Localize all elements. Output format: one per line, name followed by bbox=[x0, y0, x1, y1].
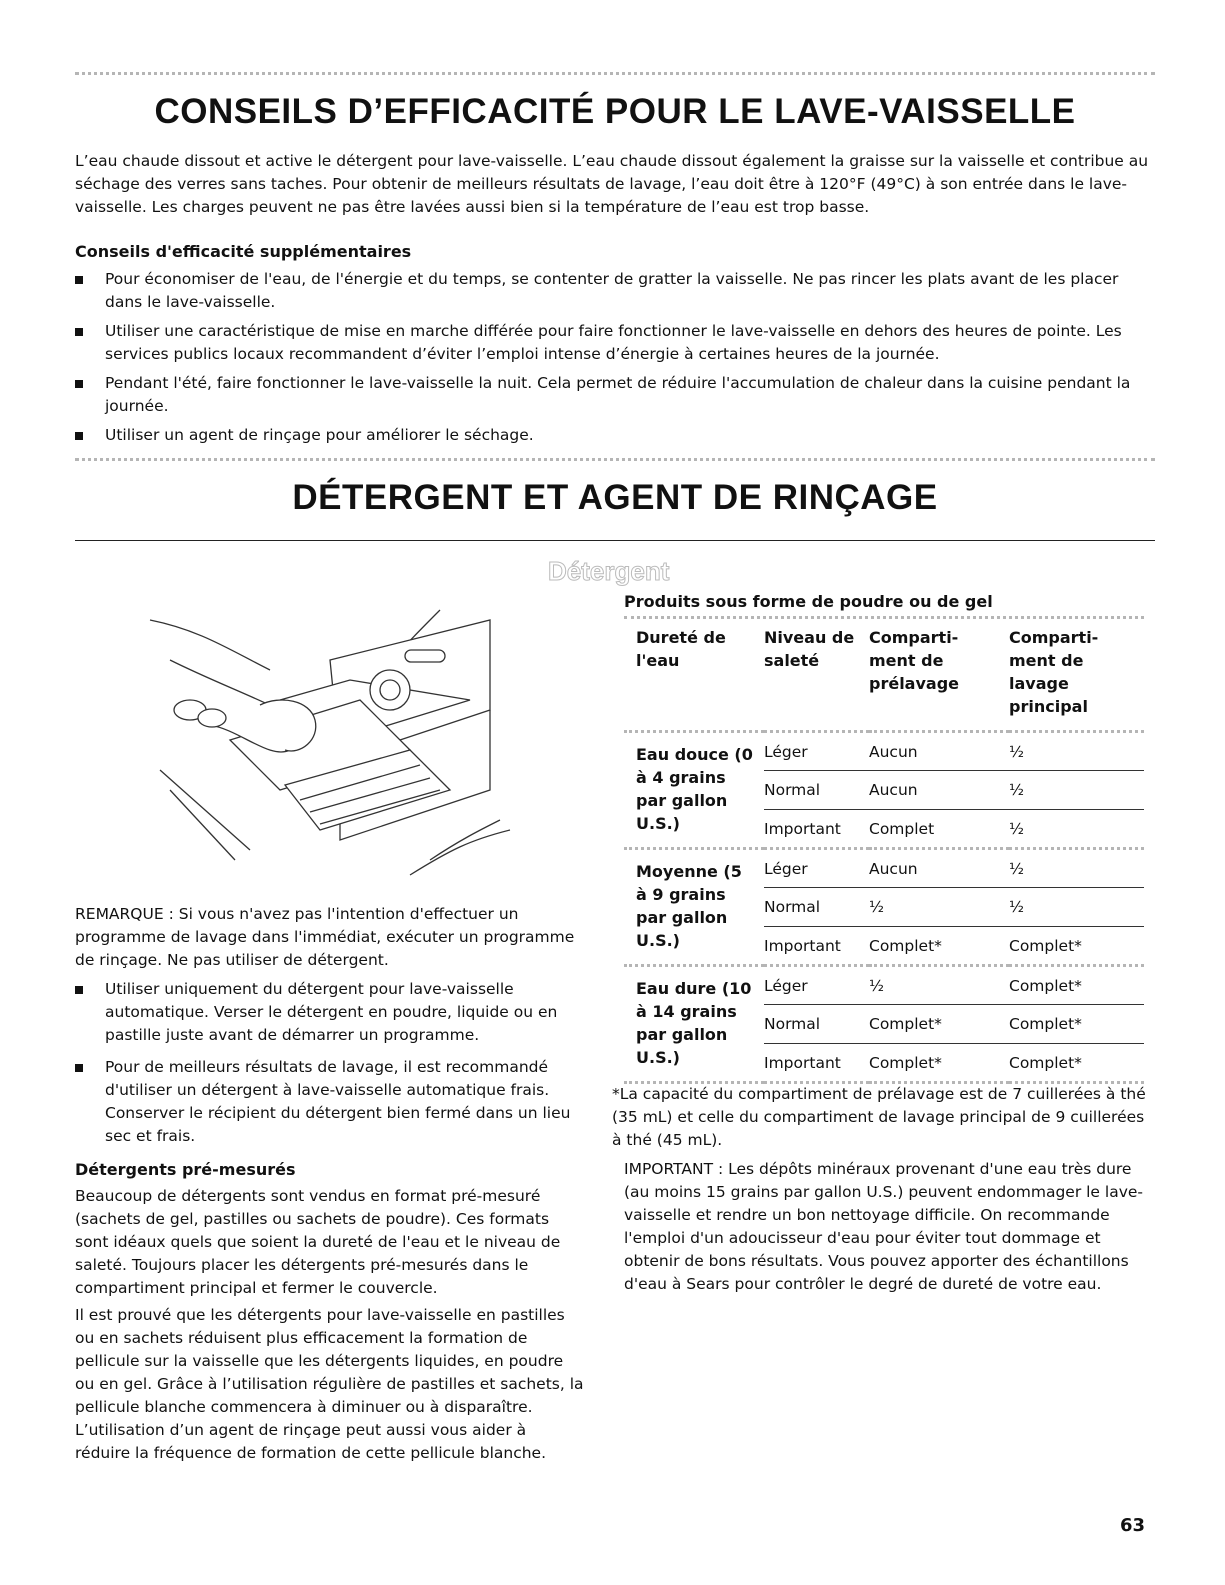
table-cell: ½ bbox=[1009, 820, 1025, 838]
top-dotted-divider bbox=[75, 72, 1155, 75]
section-title-detergent: DÉTERGENT ET AGENT DE RINÇAGE bbox=[292, 478, 938, 517]
section-rule bbox=[75, 540, 1155, 541]
table-cell: ½ bbox=[1009, 860, 1025, 878]
group-label: Moyenne (5 à 9 grains par gallon U.S.) bbox=[624, 849, 764, 966]
premeasured-paragraph: Beaucoup de détergents sont vendus en format pré-mesuré (sachets de gel, pastilles ou sachets de poudre). Ces formats sont idéaux quels que soient la dureté de l'eau et le niveau de saleté. Toujours placer les détergents pré-mesurés dans le compartiment principal et fermer le couvercle. bbox=[75, 1187, 561, 1297]
table-cell: Léger bbox=[764, 977, 808, 995]
detergent-bullet: Utiliser uniquement du détergent pour lave-vaisselle automatique. Verser le détergent en poudre, liquide ou en pastille juste avant de démarrer un programme. bbox=[75, 978, 585, 1048]
table-row bbox=[624, 732, 1144, 771]
group-label: Eau dure (10 à 14 grains par gallon U.S.) bbox=[624, 966, 764, 1083]
col-header: Comparti-ment de prélavage bbox=[869, 628, 960, 693]
detergent-table bbox=[624, 626, 1144, 1084]
table-cell: Complet* bbox=[1009, 1054, 1082, 1072]
tip-item: Pour économiser de l'eau, de l'énergie et du temps, se contenter de gratter la vaisselle. Ne pas rincer les plats avant de les placer dans le lave-vaisselle. bbox=[75, 268, 1155, 314]
table-cell: Important bbox=[764, 820, 841, 838]
table-heading: Produits sous forme de poudre ou de gel bbox=[624, 592, 993, 611]
table-cell: Complet* bbox=[869, 1015, 942, 1033]
table-cell: Normal bbox=[764, 898, 821, 916]
tips-heading: Conseils d'efficacité supplémentaires bbox=[75, 242, 412, 261]
table-cell: Léger bbox=[764, 860, 808, 878]
table-cell: Léger bbox=[764, 743, 808, 761]
premeasured-paragraph-2: Il est prouvé que les détergents pour lave-vaisselle en pastilles ou en sachets réduisent plus efficacement la formation de pellicule sur la vaisselle que les détergents liquides, en poudre ou en gel. Grâce à l’utilisation régulière de pastilles et sachets, la pellicule blanche commencera à diminuer ou à disparaître. L’utilisation d’un agent de rinçage peut aussi vous aider à réduire la fréquence de formation de cette pellicule blanche. bbox=[75, 1306, 584, 1462]
table-cell: Normal bbox=[764, 781, 821, 799]
bullet-square-icon bbox=[75, 276, 83, 284]
table-cell: Complet* bbox=[1009, 937, 1082, 955]
table-cell: ½ bbox=[869, 977, 885, 995]
table-top-dots bbox=[624, 616, 1144, 619]
table-cell: Complet* bbox=[869, 1054, 942, 1072]
col-header: Niveau de saleté bbox=[764, 628, 855, 670]
table-cell: Important bbox=[764, 937, 841, 955]
table-cell: Aucun bbox=[869, 781, 918, 799]
table-cell: Important bbox=[764, 1054, 841, 1072]
detergent-label: Détergent bbox=[548, 556, 670, 586]
group-label: Eau douce (0 à 4 grains par gallon U.S.) bbox=[624, 732, 764, 849]
bullet-square-icon bbox=[75, 1064, 83, 1072]
table-cell: ½ bbox=[1009, 898, 1025, 916]
col-header: Dureté de l'eau bbox=[636, 628, 726, 670]
premeasured-heading: Détergents pré-mesurés bbox=[75, 1160, 296, 1179]
bullet-square-icon bbox=[75, 380, 83, 388]
table-cell: Complet* bbox=[1009, 1015, 1082, 1033]
col-header: Comparti-ment de lavage principal bbox=[1009, 628, 1099, 716]
bullet-square-icon bbox=[75, 432, 83, 440]
table-footnote: *La capacité du compartiment de prélavage est de 7 cuillerées à thé (35 mL) et celle du compartiment de lavage principal de 9 cuillerées à thé (45 mL). bbox=[612, 1085, 1146, 1149]
tip-item: Utiliser une caractéristique de mise en marche différée pour faire fonctionner le lave-vaisselle en dehors des heures de pointe. Les services publics locaux recommandent d’éviter l’emploi intense d’énergie à certaines heures de la journée. bbox=[75, 320, 1155, 366]
important-paragraph: IMPORTANT : Les dépôts minéraux provenant d'une eau très dure (au moins 15 grains par gallon U.S.) peuvent endommager le lave-vaisselle et rendre un bon nettoyage difficile. On recommande l'emploi d'un adoucisseur d'eau pour éviter tout dommage et obtenir de bons résultats. Vous pouvez apporter des échantillons d'eau à Sears pour contrôler le degré de dureté de votre eau. bbox=[624, 1160, 1144, 1293]
bullet-square-icon bbox=[75, 986, 83, 994]
table-row bbox=[624, 966, 1144, 1005]
detergent-bullet: Pour de meilleurs résultats de lavage, il est recommandé d'utiliser un détergent à lave-vaisselle automatique frais. Conserver le récipient du détergent bien fermé dans un lieu sec et frais. bbox=[75, 1056, 585, 1148]
table-cell: Aucun bbox=[869, 860, 918, 878]
table-header-row bbox=[624, 626, 1144, 732]
hand-filling-detergent-dispenser-illustration bbox=[110, 600, 570, 890]
note-paragraph: REMARQUE : Si vous n'avez pas l'intention d'effectuer un programme de lavage dans l'immédiat, exécuter un programme de rinçage. Ne pas utiliser de détergent. bbox=[75, 905, 575, 969]
intro-paragraph: L’eau chaude dissout et active le détergent pour lave-vaisselle. L’eau chaude dissout également la graisse sur la vaisselle et contribue au séchage des verres sans taches. Pour obtenir de meilleurs résultats de lavage, l’eau doit être à 120°F (49°C) à son entrée dans le lave-vaisselle. Les charges peuvent ne pas être lavées aussi bien si la température de l’eau est trop basse. bbox=[75, 152, 1149, 216]
table-cell: Complet* bbox=[1009, 977, 1082, 995]
table-cell: ½ bbox=[869, 898, 885, 916]
table-cell: Normal bbox=[764, 1015, 821, 1033]
middle-dotted-divider bbox=[75, 458, 1155, 461]
section-title-efficiency: CONSEILS D’EFFICACITÉ POUR LE LAVE-VAISSELLE bbox=[154, 92, 1076, 131]
table-cell: Complet* bbox=[869, 937, 942, 955]
table-row bbox=[624, 849, 1144, 888]
bullet-square-icon bbox=[75, 328, 83, 336]
tip-item: Pendant l'été, faire fonctionner le lave-vaisselle la nuit. Cela permet de réduire l'accumulation de chaleur dans la cuisine pendant la journée. bbox=[75, 372, 1155, 418]
page-number: 63 bbox=[1119, 1515, 1145, 1536]
table-cell: ½ bbox=[1009, 781, 1025, 799]
tip-item: Utiliser un agent de rinçage pour améliorer le séchage. bbox=[75, 424, 1155, 447]
table-cell: ½ bbox=[1009, 743, 1025, 761]
table-cell: Aucun bbox=[869, 743, 918, 761]
table-cell: Complet bbox=[869, 820, 935, 838]
